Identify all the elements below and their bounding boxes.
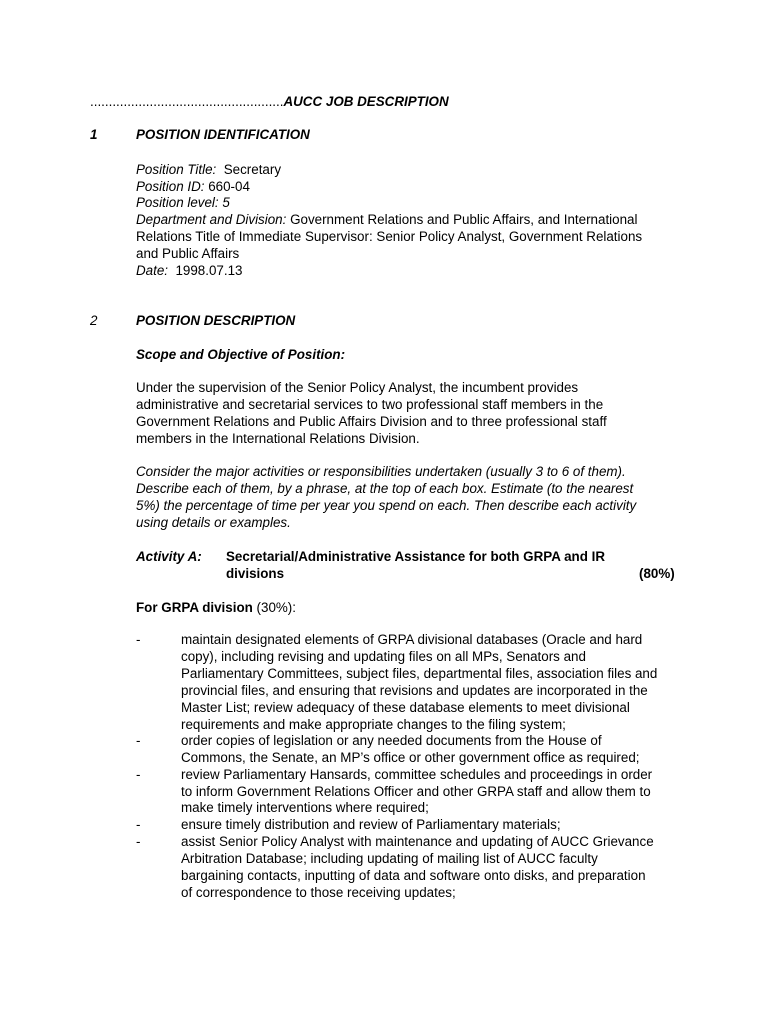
- position-id-value: 660-04: [208, 179, 250, 194]
- scope-line-2: administrative and secretarial services to two professional staff members in the: [136, 397, 604, 412]
- instruction-line-4: using details or examples.: [136, 515, 291, 530]
- position-level: Position level: 5: [136, 195, 230, 210]
- department-row: [136, 211, 637, 228]
- date-row: [136, 262, 243, 279]
- activity-a-percent: (80%): [639, 566, 675, 581]
- bullet-1-line-6: requirements and make appropriate changes to the filing system;: [181, 717, 566, 732]
- activity-a-title-line-2: divisions: [226, 566, 285, 581]
- bullet-3-line-3: make timely interventions where required;: [181, 800, 429, 815]
- position-title-row: [136, 161, 281, 178]
- bullet-1-line-4: provincial files, and ensuring that revisions and updates are incorporated in the: [181, 683, 648, 698]
- position-id-label: Position ID:: [136, 179, 205, 194]
- bullet-5-line-3: bargaining contacts, inputting of data and software onto disks, and preparation: [181, 868, 646, 883]
- date-label: Date:: [136, 263, 169, 278]
- scope-line-4: members in the International Relations Division.: [136, 431, 420, 446]
- bullet-marker: -: [136, 733, 141, 748]
- position-title-value: Secretary: [223, 162, 282, 177]
- grpa-percent: (30%):: [256, 600, 296, 615]
- section-1-heading: POSITION IDENTIFICATION: [136, 127, 310, 142]
- date-value: 1998.07.13: [175, 263, 243, 278]
- bullet-2-line-2: Commons, the Senate, an MP’s office or other government office as required;: [181, 750, 640, 765]
- bullet-4-line-1: ensure timely distribution and review of Parliamentary materials;: [181, 817, 561, 832]
- section-1-number: 1: [90, 127, 98, 142]
- section-2-heading: POSITION DESCRIPTION: [136, 313, 296, 328]
- department-line-3: and Public Affairs: [136, 246, 240, 261]
- bullet-marker: -: [136, 834, 141, 849]
- position-title-label: Position Title:: [136, 162, 217, 177]
- instruction-line-1: Consider the major activities or responsibilities undertaken (usually 3 to 6 of them).: [136, 464, 626, 479]
- bullet-2-line-1: order copies of legislation or any needed documents from the House of: [181, 733, 602, 748]
- activity-a-label: Activity A:: [136, 549, 202, 564]
- document-title: AUCC JOB DESCRIPTION: [283, 94, 449, 109]
- bullet-5-line-1: assist Senior Policy Analyst with maintenance and updating of AUCC Grievance: [181, 834, 654, 849]
- bullet-3-line-2: to inform Government Relations Officer and other GRPA staff and allow them to: [181, 784, 651, 799]
- grpa-heading: For GRPA division: [136, 600, 253, 615]
- bullet-marker: -: [136, 767, 141, 782]
- bullet-1-line-5: Master List; review adequacy of these database elements to meet divisional: [181, 700, 630, 715]
- header-leader-dots: ....................................................: [90, 94, 284, 109]
- bullet-3-line-1: review Parliamentary Hansards, committee schedules and proceedings in order: [181, 767, 653, 782]
- scope-heading: Scope and Objective of Position:: [136, 347, 346, 362]
- grpa-heading-row: [136, 599, 296, 616]
- department-line-2: Relations Title of Immediate Supervisor: Senior Policy Analyst, Government Relations: [136, 229, 643, 244]
- instruction-line-2: Describe each of them, by a phrase, at the top of each box. Estimate (to the nearest: [136, 481, 634, 496]
- department-line-1: Government Relations and Public Affairs, and International: [290, 212, 638, 227]
- section-2-number: 2: [90, 313, 98, 328]
- scope-line-1: Under the supervision of the Senior Policy Analyst, the incumbent provides: [136, 380, 579, 395]
- activity-a-title-line-1: Secretarial/Administrative Assistance for both GRPA and IR: [226, 549, 606, 564]
- department-label: Department and Division:: [136, 212, 287, 227]
- instruction-line-3: 5%) the percentage of time per year you spend on each. Then describe each activity: [136, 498, 637, 513]
- bullet-1-line-1: maintain designated elements of GRPA divisional databases (Oracle and hard: [181, 632, 643, 647]
- bullet-5-line-4: of correspondence to those receiving updates;: [181, 885, 456, 900]
- bullet-5-line-2: Arbitration Database; including updating of mailing list of AUCC faculty: [181, 851, 598, 866]
- bullet-1-line-3: Parliamentary Committees, subject files, departmental files, association files and: [181, 666, 658, 681]
- bullet-1-line-2: copy), including revising and updating files on all MPs, Senators and: [181, 649, 586, 664]
- position-id-row: [136, 178, 250, 195]
- document-header: [90, 93, 449, 110]
- bullet-marker: -: [136, 817, 141, 832]
- scope-line-3: Government Relations and Public Affairs Division and to three professional staff: [136, 414, 607, 429]
- bullet-marker: -: [136, 632, 141, 647]
